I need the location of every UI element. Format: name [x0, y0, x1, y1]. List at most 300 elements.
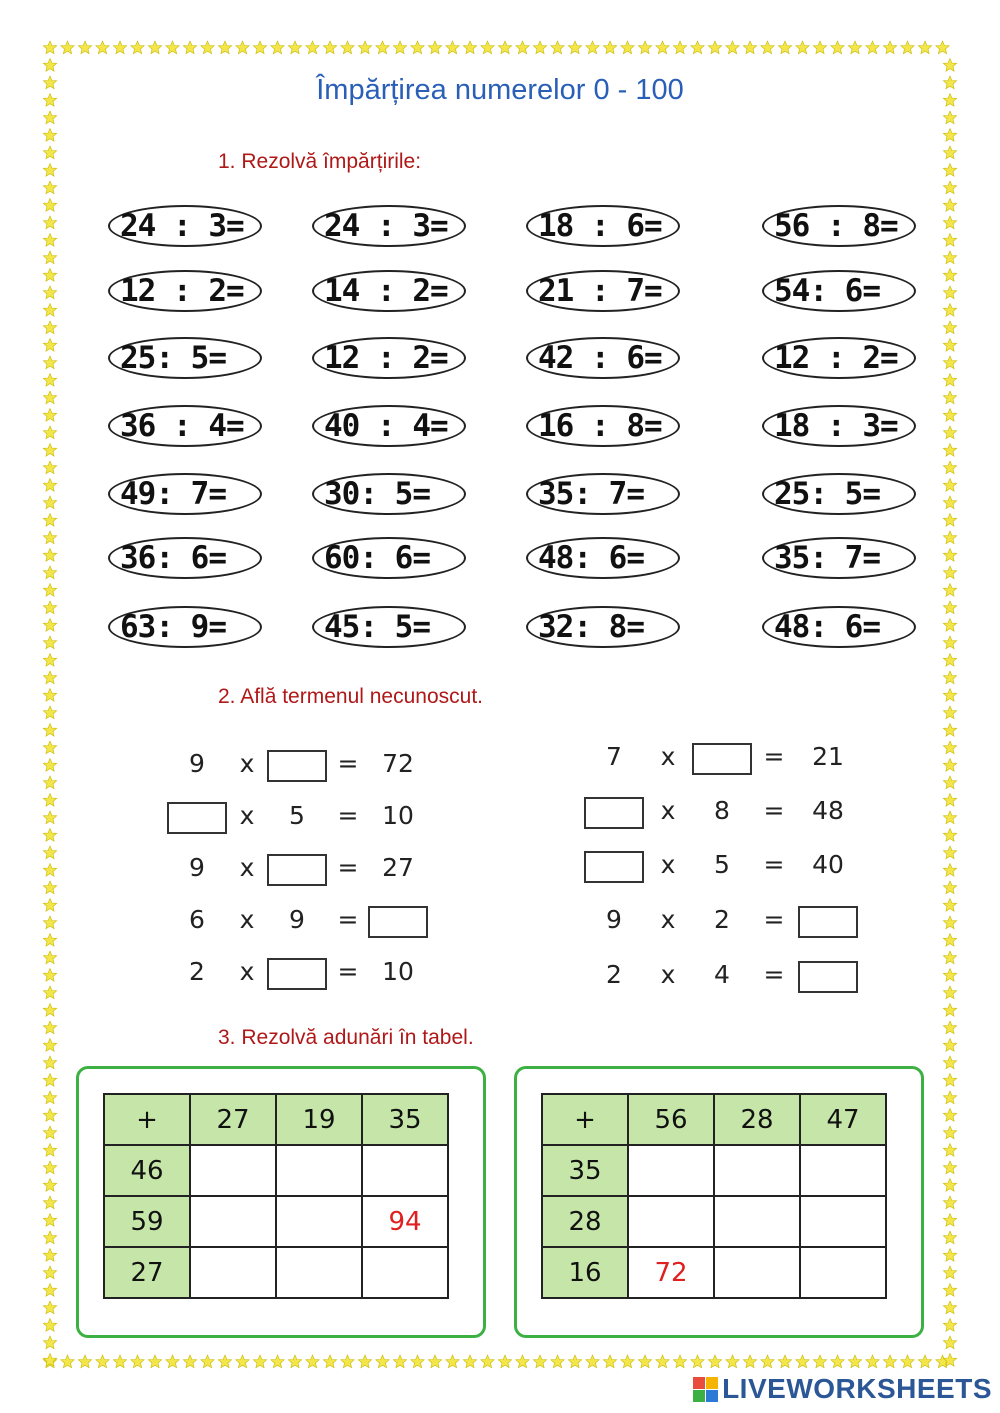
border-star-icon [43, 1196, 56, 1209]
border-star-icon [43, 794, 56, 807]
operator: x [239, 749, 255, 778]
border-star-icon [943, 164, 956, 177]
equals-sign: = [337, 801, 359, 830]
border-star-icon [761, 1355, 774, 1368]
equals-sign: = [337, 749, 359, 778]
equation-number: 2 [714, 905, 730, 934]
equation-number: 40 [812, 850, 844, 879]
border-star-icon [43, 1266, 56, 1279]
answer-cell[interactable] [714, 1145, 800, 1196]
border-star-icon [288, 41, 301, 54]
border-star-icon [943, 969, 956, 982]
border-star-icon [43, 129, 56, 142]
border-star-icon [943, 391, 956, 404]
border-star-icon [78, 41, 91, 54]
table-row [104, 1247, 448, 1298]
border-star-icon [43, 1074, 56, 1087]
division-problem: 63: 9= [108, 606, 262, 648]
border-star-icon [901, 41, 914, 54]
border-star-icon [43, 146, 56, 159]
border-star-icon [943, 1091, 956, 1104]
border-star-icon [43, 374, 56, 387]
border-star-icon [43, 1109, 56, 1122]
answer-cell[interactable] [362, 1145, 448, 1196]
border-star-icon [43, 1179, 56, 1192]
division-problem: 49: 7= [108, 473, 262, 515]
border-star-icon [943, 619, 956, 632]
border-star-icon [148, 1355, 161, 1368]
border-star-icon [428, 1355, 441, 1368]
border-star-icon [943, 654, 956, 667]
table-corner: + [104, 1094, 190, 1145]
liveworksheets-logo [693, 1373, 992, 1405]
border-star-icon [96, 1355, 109, 1368]
border-star-icon [131, 1355, 144, 1368]
border-star-icon [166, 1355, 179, 1368]
border-star-icon [943, 1214, 956, 1227]
answer-box[interactable] [267, 958, 327, 990]
border-star-icon [43, 531, 56, 544]
border-star-icon [446, 1355, 459, 1368]
border-star-icon [43, 1004, 56, 1017]
border-star-icon [638, 1355, 651, 1368]
border-star-icon [43, 59, 56, 72]
table-corner: + [542, 1094, 628, 1145]
border-star-icon [943, 1301, 956, 1314]
border-star-icon [218, 1355, 231, 1368]
division-problem: 54: 6= [762, 270, 916, 312]
equals-sign: = [763, 850, 785, 879]
border-star-icon [411, 1355, 424, 1368]
border-star-icon [691, 41, 704, 54]
answer-box[interactable] [267, 854, 327, 886]
border-star-icon [271, 1355, 284, 1368]
border-star-icon [43, 286, 56, 299]
division-problem: 40 : 4= [312, 405, 466, 447]
division-problem: 18 : 3= [762, 405, 916, 447]
border-star-icon [236, 1355, 249, 1368]
border-star-icon [778, 1355, 791, 1368]
border-star-icon [358, 1355, 371, 1368]
border-star-icon [943, 1004, 956, 1017]
answer-cell[interactable] [800, 1196, 886, 1247]
border-star-icon [918, 41, 931, 54]
border-star-icon [341, 41, 354, 54]
equation-number: 2 [189, 957, 205, 986]
equation-number: 9 [289, 905, 305, 934]
border-star-icon [943, 1161, 956, 1174]
border-star-icon [61, 1355, 74, 1368]
border-star-icon [943, 251, 956, 264]
equation-number: 27 [382, 853, 414, 882]
border-star-icon [43, 1021, 56, 1034]
division-problem: 25: 5= [108, 337, 262, 379]
border-star-icon [568, 1355, 581, 1368]
border-star-icon [43, 881, 56, 894]
border-star-icon [943, 496, 956, 509]
border-star-icon [43, 1144, 56, 1157]
border-star-icon [866, 41, 879, 54]
border-star-icon [43, 199, 56, 212]
division-problem: 12 : 2= [108, 270, 262, 312]
division-problem: 36: 6= [108, 537, 262, 579]
border-star-icon [943, 846, 956, 859]
equation-number: 10 [382, 957, 414, 986]
border-star-icon [43, 1231, 56, 1244]
division-problem: 42 : 6= [526, 337, 680, 379]
border-star-icon [271, 41, 284, 54]
border-star-icon [943, 1179, 956, 1192]
border-star-icon [691, 1355, 704, 1368]
border-star-icon [656, 1355, 669, 1368]
border-star-icon [43, 811, 56, 824]
border-star-icon [43, 41, 56, 54]
border-star-icon [943, 321, 956, 334]
border-star-icon [943, 759, 956, 772]
answer-cell[interactable] [276, 1196, 362, 1247]
border-star-icon [586, 1355, 599, 1368]
column-header: 28 [714, 1094, 800, 1145]
division-problem: 35: 7= [526, 473, 680, 515]
border-star-icon [113, 41, 126, 54]
border-star-icon [943, 111, 956, 124]
border-star-icon [943, 339, 956, 352]
border-star-icon [901, 1355, 914, 1368]
equation-number: 10 [382, 801, 414, 830]
border-star-icon [43, 216, 56, 229]
answer-cell[interactable] [190, 1145, 276, 1196]
border-star-icon [621, 1355, 634, 1368]
division-problem: 21 : 7= [526, 270, 680, 312]
answer-cell[interactable] [714, 1247, 800, 1298]
division-problem: 45: 5= [312, 606, 466, 648]
equation-number: 9 [189, 749, 205, 778]
division-problem: 12 : 2= [762, 337, 916, 379]
answer-box[interactable] [167, 802, 227, 834]
border-star-icon [43, 619, 56, 632]
row-header: 59 [104, 1196, 190, 1247]
border-star-icon [943, 356, 956, 369]
border-star-icon [551, 41, 564, 54]
border-star-icon [148, 41, 161, 54]
border-star-icon [43, 636, 56, 649]
border-star-icon [943, 566, 956, 579]
division-problem: 48: 6= [526, 537, 680, 579]
border-star-icon [743, 41, 756, 54]
border-star-icon [43, 496, 56, 509]
border-star-icon [943, 59, 956, 72]
border-star-icon [43, 1319, 56, 1332]
border-star-icon [43, 1214, 56, 1227]
section-2-heading: 2. Află termenul necunoscut. [218, 685, 483, 708]
border-star-icon [603, 1355, 616, 1368]
division-problem: 12 : 2= [312, 337, 466, 379]
answer-cell[interactable] [362, 1247, 448, 1298]
border-star-icon [796, 1355, 809, 1368]
border-star-icon [516, 1355, 529, 1368]
border-star-icon [516, 41, 529, 54]
answer-cell[interactable]: 72 [628, 1247, 714, 1298]
border-star-icon [943, 1109, 956, 1122]
border-star-icon [918, 1355, 931, 1368]
table-row [542, 1196, 886, 1247]
border-star-icon [943, 426, 956, 439]
border-star-icon [43, 689, 56, 702]
table-row [542, 1247, 886, 1298]
border-star-icon [943, 1249, 956, 1262]
border-star-icon [43, 234, 56, 247]
division-problem: 30: 5= [312, 473, 466, 515]
border-star-icon [943, 1284, 956, 1297]
border-star-icon [43, 1126, 56, 1139]
border-star-icon [943, 689, 956, 702]
border-star-icon [43, 461, 56, 474]
border-star-icon [43, 741, 56, 754]
equation-number: 8 [714, 796, 730, 825]
border-star-icon [463, 1355, 476, 1368]
answer-cell[interactable]: 94 [362, 1196, 448, 1247]
border-star-icon [943, 864, 956, 877]
border-star-icon [61, 41, 74, 54]
border-star-icon [943, 146, 956, 159]
border-star-icon [943, 916, 956, 929]
answer-cell[interactable] [800, 1145, 886, 1196]
border-star-icon [943, 1196, 956, 1209]
border-star-icon [638, 41, 651, 54]
border-star-icon [533, 41, 546, 54]
border-star-icon [831, 1355, 844, 1368]
border-star-icon [943, 304, 956, 317]
equals-sign: = [763, 905, 785, 934]
column-header: 35 [362, 1094, 448, 1145]
border-star-icon [43, 759, 56, 772]
section-1-heading: 1. Rezolvă împărțirile: [218, 150, 422, 173]
table-row [104, 1196, 448, 1247]
border-star-icon [96, 41, 109, 54]
border-star-icon [726, 1355, 739, 1368]
border-star-icon [43, 1091, 56, 1104]
equation-number: 5 [289, 801, 305, 830]
border-star-icon [943, 829, 956, 842]
border-star-icon [831, 41, 844, 54]
border-star-icon [43, 269, 56, 282]
border-star-icon [943, 776, 956, 789]
border-star-icon [936, 41, 949, 54]
equation-number: 21 [812, 742, 844, 771]
border-star-icon [323, 41, 336, 54]
operator: x [239, 957, 255, 986]
border-star-icon [568, 41, 581, 54]
border-star-icon [943, 234, 956, 247]
answer-cell[interactable] [800, 1247, 886, 1298]
border-star-icon [796, 41, 809, 54]
border-star-icon [183, 41, 196, 54]
border-star-icon [43, 829, 56, 842]
answer-box[interactable] [584, 851, 644, 883]
division-problem: 48: 6= [762, 606, 916, 648]
equals-sign: = [763, 796, 785, 825]
border-star-icon [943, 899, 956, 912]
border-star-icon [78, 1355, 91, 1368]
border-star-icon [943, 1266, 956, 1279]
equation-number: 48 [812, 796, 844, 825]
border-star-icon [943, 1074, 956, 1087]
answer-cell[interactable] [276, 1145, 362, 1196]
border-star-icon [943, 1336, 956, 1349]
border-star-icon [43, 426, 56, 439]
border-star-icon [288, 1355, 301, 1368]
border-star-icon [43, 951, 56, 964]
equation-number: 9 [189, 853, 205, 882]
border-star-icon [943, 199, 956, 212]
border-star-icon [183, 1355, 196, 1368]
border-star-icon [943, 934, 956, 947]
row-header: 28 [542, 1196, 628, 1247]
border-star-icon [813, 1355, 826, 1368]
border-star-icon [603, 41, 616, 54]
border-star-icon [943, 129, 956, 142]
section-3-heading: 3. Rezolvă adunări în tabel. [218, 1026, 474, 1049]
column-header: 27 [190, 1094, 276, 1145]
border-star-icon [43, 321, 56, 334]
border-star-icon [393, 1355, 406, 1368]
border-star-icon [551, 1355, 564, 1368]
operator: x [239, 801, 255, 830]
border-star-icon [411, 41, 424, 54]
border-star-icon [586, 41, 599, 54]
border-star-icon [813, 41, 826, 54]
border-star-icon [43, 899, 56, 912]
border-star-icon [726, 41, 739, 54]
answer-cell[interactable] [628, 1196, 714, 1247]
border-star-icon [943, 269, 956, 282]
border-star-icon [43, 409, 56, 422]
answer-box[interactable] [267, 750, 327, 782]
border-star-icon [43, 601, 56, 614]
division-problem: 18 : 6= [526, 205, 680, 247]
border-star-icon [533, 1355, 546, 1368]
answer-box[interactable] [584, 797, 644, 829]
border-star-icon [43, 164, 56, 177]
operator: x [660, 850, 676, 879]
equation-number: 7 [606, 742, 622, 771]
column-header: 47 [800, 1094, 886, 1145]
border-star-icon [43, 549, 56, 562]
border-star-icon [43, 934, 56, 947]
row-header: 16 [542, 1247, 628, 1298]
border-star-icon [358, 41, 371, 54]
operator: x [660, 960, 676, 989]
border-star-icon [943, 671, 956, 684]
border-star-icon [943, 584, 956, 597]
border-star-icon [866, 1355, 879, 1368]
border-star-icon [943, 741, 956, 754]
border-star-icon [943, 1231, 956, 1244]
equals-sign: = [337, 905, 359, 934]
border-star-icon [218, 41, 231, 54]
division-problem: 16 : 8= [526, 405, 680, 447]
border-star-icon [43, 776, 56, 789]
border-star-icon [43, 1039, 56, 1052]
border-star-icon [43, 1056, 56, 1069]
answer-cell[interactable] [190, 1196, 276, 1247]
answer-cell[interactable] [276, 1247, 362, 1298]
border-star-icon [943, 601, 956, 614]
border-star-icon [43, 986, 56, 999]
equals-sign: = [763, 960, 785, 989]
border-star-icon [943, 409, 956, 422]
border-star-icon [943, 881, 956, 894]
division-problem: 60: 6= [312, 537, 466, 579]
border-star-icon [43, 304, 56, 317]
operator: x [660, 796, 676, 825]
border-star-icon [943, 1056, 956, 1069]
answer-box[interactable] [368, 906, 428, 938]
answer-box[interactable] [798, 961, 858, 993]
border-star-icon [943, 444, 956, 457]
border-star-icon [113, 1355, 126, 1368]
table-row [104, 1145, 448, 1196]
border-star-icon [656, 41, 669, 54]
division-problem: 24 : 3= [312, 205, 466, 247]
border-star-icon [708, 1355, 721, 1368]
row-header: 27 [104, 1247, 190, 1298]
operator: x [660, 905, 676, 934]
division-problem: 32: 8= [526, 606, 680, 648]
border-star-icon [943, 794, 956, 807]
border-star-icon [943, 531, 956, 544]
equation-number: 2 [606, 960, 622, 989]
border-star-icon [43, 479, 56, 492]
border-star-icon [201, 41, 214, 54]
border-star-icon [43, 111, 56, 124]
table-row [542, 1145, 886, 1196]
border-star-icon [306, 1355, 319, 1368]
answer-cell[interactable] [628, 1145, 714, 1196]
answer-box[interactable] [798, 906, 858, 938]
border-star-icon [131, 41, 144, 54]
equals-sign: = [337, 957, 359, 986]
border-star-icon [673, 41, 686, 54]
border-star-icon [43, 566, 56, 579]
addition-table-left [103, 1093, 449, 1299]
border-star-icon [498, 41, 511, 54]
operator: x [239, 905, 255, 934]
border-star-icon [43, 444, 56, 457]
border-star-icon [43, 356, 56, 369]
division-problem: 14 : 2= [312, 270, 466, 312]
border-star-icon [446, 41, 459, 54]
border-star-icon [201, 1355, 214, 1368]
answer-cell[interactable] [714, 1196, 800, 1247]
answer-cell[interactable] [190, 1247, 276, 1298]
equation-number: 9 [606, 905, 622, 934]
border-star-icon [253, 1355, 266, 1368]
border-star-icon [43, 864, 56, 877]
border-star-icon [376, 41, 389, 54]
division-problem: 24 : 3= [108, 205, 262, 247]
answer-box[interactable] [692, 743, 752, 775]
page-title: Împărțirea numerelor 0 - 100 [316, 74, 684, 106]
equals-sign: = [763, 742, 785, 771]
border-star-icon [943, 374, 956, 387]
border-star-icon [463, 41, 476, 54]
division-problem: 56 : 8= [762, 205, 916, 247]
border-star-icon [341, 1355, 354, 1368]
border-star-icon [943, 514, 956, 527]
operator: x [239, 853, 255, 882]
border-star-icon [943, 1126, 956, 1139]
